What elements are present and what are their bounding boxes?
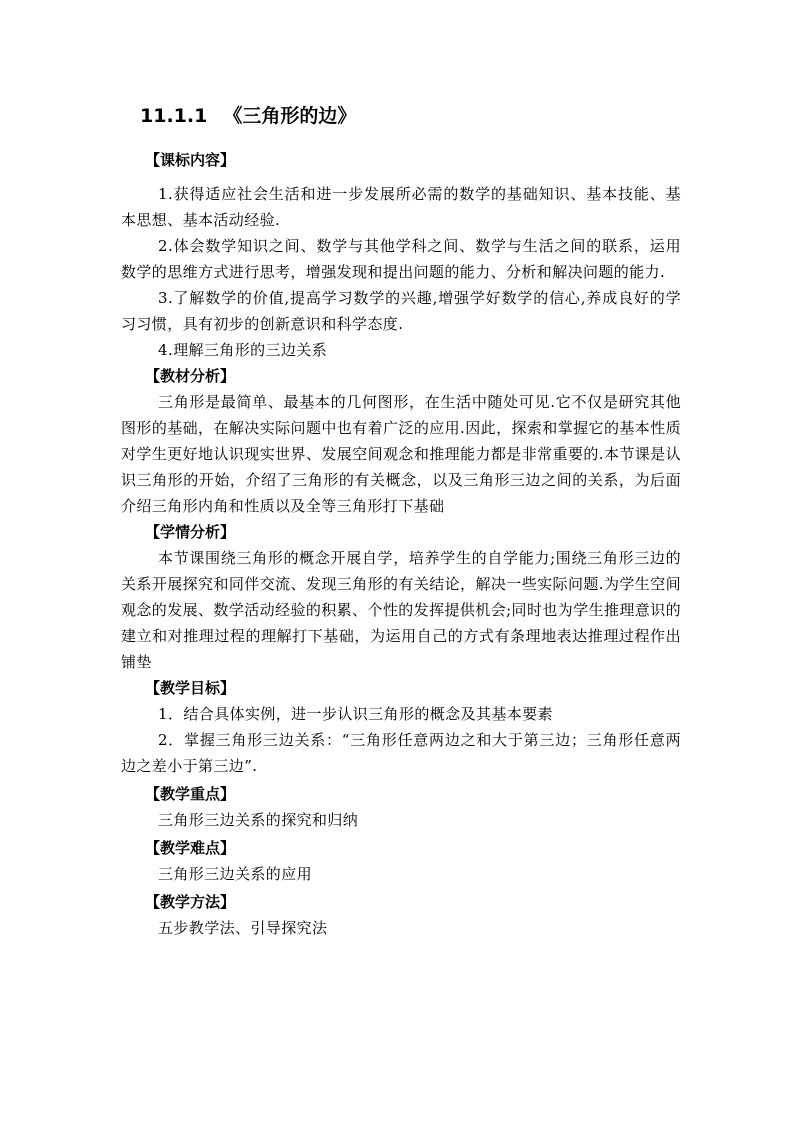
objective-item-1: 1．结合具体实例，进一步认识三角形的概念及其基本要素 (158, 705, 553, 723)
curriculum-item-1: 1.获得适应社会生活和进一步发展所必需的数学的基础知识、基本技能、基本思想、基本活动经验. (121, 185, 681, 229)
textbook-analysis-text: 三角形是最简单、最基本的几何图形，在生活中随处可见.它不仅是研究其他图形的基础，在解决实际问题中也有着广泛的应用.因此，探索和掌握它的基本性质对学生更好地认识现实世界、发展空间观念和推理能力都是非常重要的.本节课是认识三角形的开始，介绍了三角形的有关概念，以及三角形三边之间的关系，为后面介绍三角形内角和性质以及全等三角形打下基础 (121, 393, 681, 515)
difficulties-text: 三角形三边关系的应用 (158, 865, 313, 883)
heading-textbook-analysis: 【教材分析】 (145, 367, 236, 385)
objective-item-2: 2．掌握三角形三边关系：“三角形任意两边之和大于第三边；三角形任意两边之差小于第三边”. (121, 731, 681, 775)
heading-key-points: 【教学重点】 (145, 785, 236, 803)
key-points-text: 三角形三边关系的探究和归纳 (158, 811, 359, 829)
title-number: 11.1.1 (140, 105, 208, 127)
page-title (140, 101, 681, 131)
heading-student-analysis: 【学情分析】 (145, 523, 236, 541)
curriculum-item-2: 2.体会数学知识之间、数学与其他学科之间、数学与生活之间的联系，运用数学的思维方式进行思考，增强发现和提出问题的能力、分析和解决问题的能力. (121, 237, 681, 281)
document-content (121, 101, 681, 941)
curriculum-item-4: 4.理解三角形的三边关系 (158, 341, 328, 359)
heading-difficulties: 【教学难点】 (145, 839, 236, 857)
title-text: 《三角形的边》 (223, 105, 357, 127)
heading-curriculum: 【课标内容】 (145, 151, 236, 169)
heading-objectives: 【教学目标】 (145, 679, 236, 697)
methods-text: 五步教学法、引导探究法 (158, 919, 328, 937)
student-analysis-text: 本节课围绕三角形的概念开展自学，培养学生的自学能力;围绕三角形三边的关系开展探究和同伴交流、发现三角形的有关结论，解决一些实际问题.为学生空间观念的发展、数学活动经验的积累、个性的发挥提供机会;同时也为学生推理意识的建立和对推理过程的理解打下基础，为运用自己的方式有条理地表达推理过程作出铺垫 (121, 549, 681, 671)
curriculum-item-3: 3.了解数学的价值,提高学习数学的兴趣,增强学好数学的信心,养成良好的学习习惯，具有初步的创新意识和科学态度. (121, 289, 681, 333)
heading-methods: 【教学方法】 (145, 893, 236, 911)
